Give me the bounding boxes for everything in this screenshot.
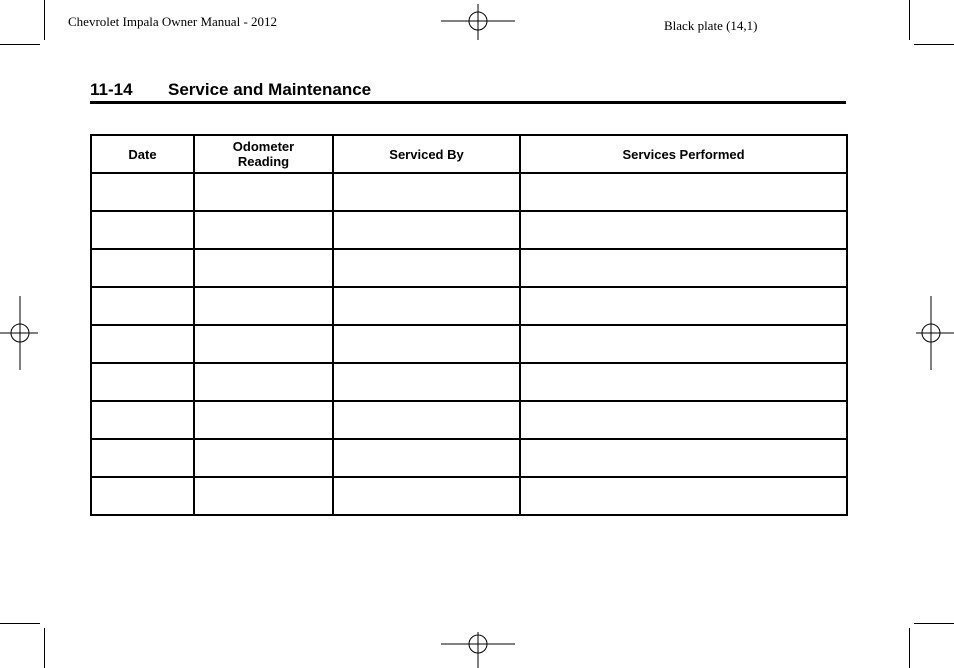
table-row: [91, 249, 847, 287]
crop-mark: [0, 623, 40, 624]
serviced-by-cell: [333, 325, 520, 363]
crop-mark: [909, 628, 910, 668]
crop-mark: [44, 628, 45, 668]
serviced-by-cell: [333, 401, 520, 439]
registration-mark-left-icon: [0, 296, 40, 370]
odometer-cell: [194, 211, 333, 249]
services-performed-cell: [520, 249, 847, 287]
date-cell: [91, 173, 194, 211]
services-performed-cell: [520, 325, 847, 363]
odometer-cell: [194, 401, 333, 439]
odometer-cell: [194, 325, 333, 363]
column-header-date: Date: [91, 135, 194, 173]
serviced-by-cell: [333, 439, 520, 477]
column-header-services-performed: Services Performed: [520, 135, 847, 173]
date-cell: [91, 249, 194, 287]
service-log-table: [90, 134, 848, 516]
serviced-by-cell: [333, 249, 520, 287]
registration-mark-bottom-icon: [441, 630, 515, 668]
registration-mark-top-icon: [441, 4, 515, 42]
registration-mark-right-icon: [914, 296, 954, 370]
serviced-by-cell: [333, 477, 520, 515]
table-row: [91, 173, 847, 211]
plate-label: Black plate (14,1): [664, 18, 758, 33]
serviced-by-cell: [333, 363, 520, 401]
page-number: 11-14: [90, 80, 133, 99]
section-title: Service and Maintenance: [168, 80, 372, 99]
heading-rule: [90, 101, 846, 104]
date-cell: [91, 363, 194, 401]
document-title: Chevrolet Impala Owner Manual - 2012: [68, 14, 278, 29]
odometer-cell: [194, 439, 333, 477]
services-performed-cell: [520, 287, 847, 325]
table-row: [91, 287, 847, 325]
column-header-serviced-by: Serviced By: [333, 135, 520, 173]
odometer-cell: [194, 249, 333, 287]
odometer-cell: [194, 477, 333, 515]
table-row: [91, 325, 847, 363]
crop-mark: [44, 0, 45, 40]
crop-mark: [909, 0, 910, 40]
date-cell: [91, 477, 194, 515]
services-performed-cell: [520, 211, 847, 249]
table-row: [91, 401, 847, 439]
table-body: [91, 173, 847, 515]
crop-mark: [0, 44, 40, 45]
serviced-by-cell: [333, 173, 520, 211]
services-performed-cell: [520, 439, 847, 477]
serviced-by-cell: [333, 287, 520, 325]
table-row: [91, 363, 847, 401]
table-row: [91, 211, 847, 249]
crop-mark: [914, 44, 954, 45]
section-heading: [90, 80, 371, 100]
services-performed-cell: [520, 477, 847, 515]
odometer-cell: [194, 363, 333, 401]
date-cell: [91, 287, 194, 325]
column-header-odometer-reading: Odometer Reading: [194, 135, 333, 173]
table-header-row: [91, 135, 847, 173]
odometer-cell: [194, 287, 333, 325]
crop-mark: [914, 623, 954, 624]
services-performed-cell: [520, 363, 847, 401]
services-performed-cell: [520, 173, 847, 211]
date-cell: [91, 401, 194, 439]
table-row: [91, 477, 847, 515]
services-performed-cell: [520, 401, 847, 439]
serviced-by-cell: [333, 211, 520, 249]
date-cell: [91, 211, 194, 249]
date-cell: [91, 325, 194, 363]
date-cell: [91, 439, 194, 477]
odometer-cell: [194, 173, 333, 211]
table-row: [91, 439, 847, 477]
